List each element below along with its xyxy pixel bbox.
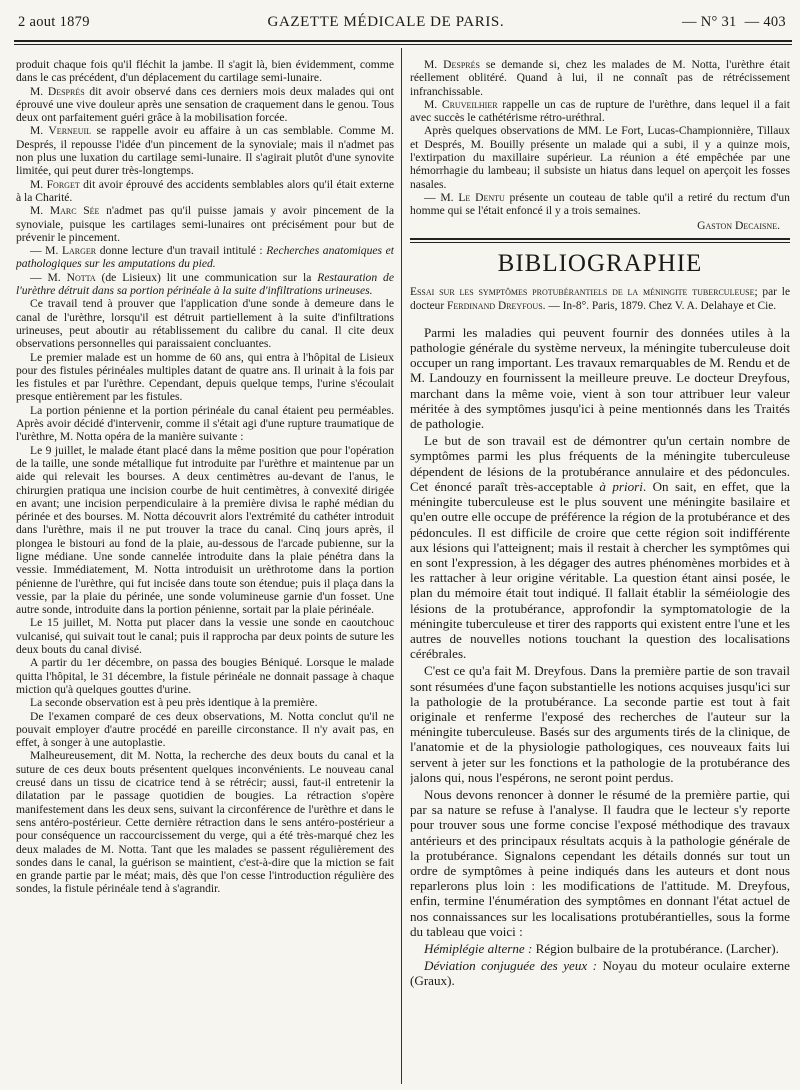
paragraph-text: produit chaque fois qu'il fléchit la jambe. Il s'agit là, bien évidemment, comme dans le cas précédent, d'un déplacement du cartilage semi-lunaire. <box>16 58 394 85</box>
emphasis-text: Restauration de l'urèthre détruit dans sa portion périnéale à la suite d'infiltrations urineuses. <box>16 270 394 298</box>
paragraph <box>16 710 394 750</box>
emphasis-text: à priori <box>599 478 643 494</box>
speaker-name: M. Forget <box>30 177 80 191</box>
paragraph-text: n'admet pas qu'il puisse jamais y avoir pincement de la synoviale, puisque les cartilages semi-lunaires ont précisément pour but de prévenir le pincement. <box>16 204 394 244</box>
section-heading: BIBLIOGRAPHIE <box>497 249 703 277</box>
speaker-name: M. Després <box>424 58 480 71</box>
speaker-name: — M. Larger <box>30 244 97 258</box>
right-column <box>410 58 790 1086</box>
speaker-name: M. Després <box>30 84 85 98</box>
paragraph <box>16 124 394 177</box>
header-rule-thin <box>14 44 792 45</box>
paragraph-text: présente un couteau de table qu'il a retiré du rectum d'un homme qui se l'était enfoncé il y a trois semaines. <box>410 190 790 218</box>
paragraph <box>410 958 790 988</box>
book-citation <box>410 285 790 313</box>
paragraph-text: Région bulbaire de la protubérance. (Larcher). <box>532 940 779 956</box>
paragraph <box>16 656 394 696</box>
paragraph-text: dit avoir observé dans ces derniers mois deux malades qui ont éprouvé une vive douleur après une sensation de craquement dans le genou. Tous deux ont parfaitement guéri grâce à la mobilisation forcée. <box>16 84 394 125</box>
paragraph <box>16 244 394 271</box>
header-date: 2 aout 1879 <box>18 14 90 30</box>
header-rule <box>14 40 792 42</box>
paragraph-text: donne lecture d'un travail intitulé : <box>96 244 267 258</box>
paragraph-text: Parmi les maladies qui peuvent fournir des données utiles à la pathologie générale du système nerveux, la méningite tuberculeuse doit occuper un rang important. Les travaux remarquables de M. Rendu et de M. Landouzy en fournissent la meilleure preuve. Le docteur Dreyfous, marchant dans la même voie, vient à son tour attribuer leur valeur méritée à des symptômes jusqu'ici à peine mentionnés dans les Traités de pathologie. <box>410 324 790 432</box>
paragraph-text: Le premier malade est un homme de 60 ans, qui entra à l'hôpital de Lisieux pour des fistules périnéales multiples datant de quatre ans. Il urinait à la fois par les fistules et par l'urèthre. Cependant, depuis quelque temps, l'urine s'écoulait presque entièrement par les fistules. <box>16 350 394 404</box>
paragraph <box>410 433 790 661</box>
paragraph-text: se demande si, chez les malades de M. Notta, l'urèthre était réellement oblitéré. Quand à lui, il ne connaît pas de rétrécissement infranchissable. <box>410 58 790 98</box>
paragraph-text: Nous devons renoncer à donner le résumé de la première partie, qui par sa nature se refuse à l'analyse. Il faudra que le lecteur s'y reporte pour trouver sous une forme concise l'exposé méthodique des travaux antérieurs et des principaux résultats acquis à la pathologie générale de la protubérance. Signalons cependant les détails donnés sur tout un ordre de symptômes à peine indiqués dans les auteurs et dont nous reparlerons plus loin : les modifications de l'attitude. M. Dreyfous, enfin, termine l'énumération des symptômes en donnant l'état actuel de nos connaissances sur les localisations protubérantielles, sous la forme du tableau que voici : <box>410 786 790 939</box>
speaker-name: M. Cruveilhier <box>424 97 498 111</box>
paragraph-text: se rappelle avoir eu affaire à un cas semblable. Comme M. Després, il repousse l'idée d'un pincement de la synoviale; mais il n'admet pas non plus une luxation du cartilage semi-lunaire. Il s'agirait plutôt d'une synovite limitée, qui peut durer très-longtemps. <box>16 124 394 178</box>
paragraph-text: Après quelques observations de MM. Le Fort, Lucas-Championnière, Tillaux et Després, M. Bouilly présente un malade qui a subi, il y a quinze mois, l'extirpation du maxillaire supérieur. La réunion a été empêchée par une hémorrhagie du lambeau; il subsiste un hiatus dans lequel on aperçoit les fosses nasales. <box>410 124 790 191</box>
paragraph <box>16 404 394 444</box>
paragraph <box>16 616 394 656</box>
speaker-name: — M. Le Dentu <box>424 190 505 204</box>
book-author: Ferdinand Dreyfous <box>447 299 543 312</box>
section-rule <box>410 238 790 240</box>
book-citation-connector: ; par le docteur <box>410 285 790 312</box>
paragraph-text: Le but de son travail est de démontrer qu'un certain nombre de symptômes parmi les plus fréquents de la méningite tuberculeuse dépendent de lésions de la protubérance annulaire et des pédoncules. Cet énoncé paraît très-acceptable <box>410 433 790 494</box>
journal-title: GAZETTE MÉDICALE DE PARIS. <box>267 14 505 30</box>
emphasis-text: Recherches anatomiques et pathologiques sur les amputations du pied. <box>16 244 394 271</box>
paragraph-text: (de Lisieux) lit une communication sur la <box>95 270 318 284</box>
speaker-name: — M. Notta <box>30 270 96 284</box>
paragraph-text: dit avoir éprouvé des accidents semblables alors qu'il était externe à la Charité. <box>16 177 394 204</box>
paragraph <box>16 749 394 895</box>
paragraph <box>16 204 394 244</box>
paragraph <box>16 696 394 709</box>
paragraph <box>16 297 394 350</box>
page-header <box>18 14 786 38</box>
paragraph-text: La seconde observation est à peu près identique à la première. <box>30 696 318 710</box>
emphasis-text: Hémiplégie alterne : <box>424 940 533 956</box>
emphasis-text: Déviation conjuguée des yeux : <box>424 958 597 974</box>
speaker-name: M. Marc Sée <box>30 204 100 218</box>
issue-number: — N° 31 <box>681 14 737 30</box>
paragraph-text: C'est ce qu'a fait M. Dreyfous. Dans la première partie de son travail sont résumées d'une façon substantielle les notions acquises jusqu'ici sur la pathologie de la protubérance. La seconde partie est tout à fait originale et renferme l'exposé des recherches de l'auteur sur la méningite tuberculeuse. Basés sur des arguments tirés de la clinique, de l'anatomie et de la physiologie pathologiques, ces nouveaux faits lui servent à jeter sur les fonctions et la pathologie de la protubérance des jalons qui, nous l'espérons, ne seront point perdus. <box>410 663 790 785</box>
speaker-name: M. Verneuil <box>30 124 92 138</box>
paragraph-text: Le 9 juillet, le malade étant placé dans la même position que pour l'opération de la taille, une sonde métallique fut introduite par l'urèthre et maintenue par un aide qui relevait les bourses. A deux centimètres au-devant de l'anus, le chirurgien pratiqua une incision courbe de huit centimètres, à convexité dirigée en avant; une incision perpendiculaire à la première divisa le raphé médian du périnée et des bourses. M. Notta découvrit alors l'extrémité du cathéter introduit dans l'urèthre, mais il ne put trouver la trace du canal. Cinq jours après, il plongea le bistouri au fond de la plaie, au-dessous de l'arcade pubienne, sur la ligne médiane. Une sonde cannelée introduite dans la plaie pénétra dans la vessie. Immédiatement, M. Notta introduisit un urèthrotome dans la portion pénienne de l'urèthre, qui fut incisée dans toute son étendue; puis il plaça dans la vessie, par la plaie du périnée, une sonde volumineuse garnie d'un fosset. Une autre sonde, introduite dans la portion pénienne, sortait par la plaie périnéale. <box>16 443 394 617</box>
paragraph <box>410 787 790 939</box>
column-divider <box>401 48 402 1084</box>
paragraph <box>410 191 790 218</box>
section-rule-thin <box>410 242 790 243</box>
paragraph-text: La portion pénienne et la portion périnéale du canal étaient peu perméables. Après avoir décidé d'intervenir, comme il s'était agi d'une rupture traumatique de l'urèthre, M. Notta opéra de la manière suivante : <box>16 403 394 444</box>
review-body <box>410 325 790 989</box>
paragraph <box>16 85 394 125</box>
paragraph-text: rappelle un cas de rupture de l'urèthre, dans lequel il a fait avec succès le cathétérisme rétro-uréthral. <box>410 97 790 125</box>
paragraph <box>410 58 790 98</box>
paragraph-text: A partir du 1er décembre, on passa des bougies Béniqué. Lorsque le malade quitta l'hôpital, le 31 décembre, la fistule périnéale ne donnait passage à chaque miction qu'à quelques gouttes d'urine. <box>16 656 394 696</box>
paragraph <box>16 178 394 205</box>
paragraph <box>16 444 394 617</box>
page-number: — 403 <box>744 14 786 30</box>
paragraph <box>410 124 790 190</box>
society-report-continued <box>410 58 790 218</box>
paragraph <box>16 271 394 298</box>
paragraph-text: Le 15 juillet, M. Notta put placer dans la vessie une sonde en caoutchouc vulcanisé, qui suivait tout le canal; puis il rapprocha par deux points de suture les deux bouts du canal divisé. <box>16 616 394 657</box>
paragraph <box>16 58 394 85</box>
paragraph <box>16 351 394 404</box>
paragraph <box>410 325 790 431</box>
paragraph-text: Malheureusement, dit M. Notta, la recherche des deux bouts du canal et la suture de ces deux bouts présentent quelques inconvénients. Le nouveau canal creusé dans un tissu de cicatrice tend à se rétrécir; aussi, faut-il entretenir la dilatation par le passage quotidien de bougies. La rétraction s'opère manifestement dans les deux sens, suivant la circonférence de l'urèthre et dans le sens antéro-postérieur. Cette dernière rétraction dans le sens antéro-postérieur a pour conséquence un raccourcissement du verge, qui a été très-marqué chez les deux malades de M. Notta. Tant que les malades se passent régulièrement des sondes dans le canal, la guérison se maintient, c'est-à-dire que la miction se fait en grande partie par le méat; mais, dès que l'on cesse l'introduction régulière des sondes, la fistule périnéale tend à s'agrandir. <box>16 749 394 896</box>
left-column <box>16 58 394 1086</box>
paragraph <box>410 663 790 785</box>
paragraph <box>410 941 790 956</box>
paragraph-text: Ce travail tend à prouver que l'application d'une sonde à demeure dans le canal de l'urèthre, lorsqu'il est détruit partiellement à la suite d'infiltrations urineuses, peut aboutir au rétablissement du calibre du canal. Il cite deux observations personnelles qui paraissaient concluantes. <box>16 297 394 351</box>
paragraph-text: Noyau du moteur oculaire externe (Graux). <box>410 958 790 989</box>
paragraph <box>410 98 790 125</box>
book-title: Essai sur les symptômes protubérantiels de la méningite tuberculeuse <box>410 285 755 298</box>
paragraph-text: . On sait, en effet, que la méningite tuberculeuse est le plus souvent une méningite basilaire et qu'en outre elle occupe de préférence la région de la protubérance et des pédoncules. Il est difficile de croire que cette région soit indifférente aux lésions qui l'atteignent; mais il restait à chercher les symptômes qui en sont l'expression, à les dégager des autres phénomènes morbides et à les rattacher à leur origine véritable. La question étant ainsi posée, le plan du mémoire était tout indiqué. Il fallait établir la séméiologie des lésions de la protubérance, approfondir la symptomatologie de la méningite tuberculeuse et tirer des rapports qui existent entre l'une et les autres de nouvelles notions touchant la question des localisations cérébrales. <box>410 478 790 662</box>
paragraph-text: De l'examen comparé de ces deux observations, M. Notta conclut qu'il ne pouvait employer d'autre procédé en pareille circonstance. Il n'y avait pas, en effet, à songer à une autoplastie. <box>16 709 394 750</box>
author-signature: Gaston Decaisne. <box>697 218 780 232</box>
book-publication: . — In-8°. Paris, 1879. Chez V. A. Delahaye et Cie. <box>542 299 777 312</box>
